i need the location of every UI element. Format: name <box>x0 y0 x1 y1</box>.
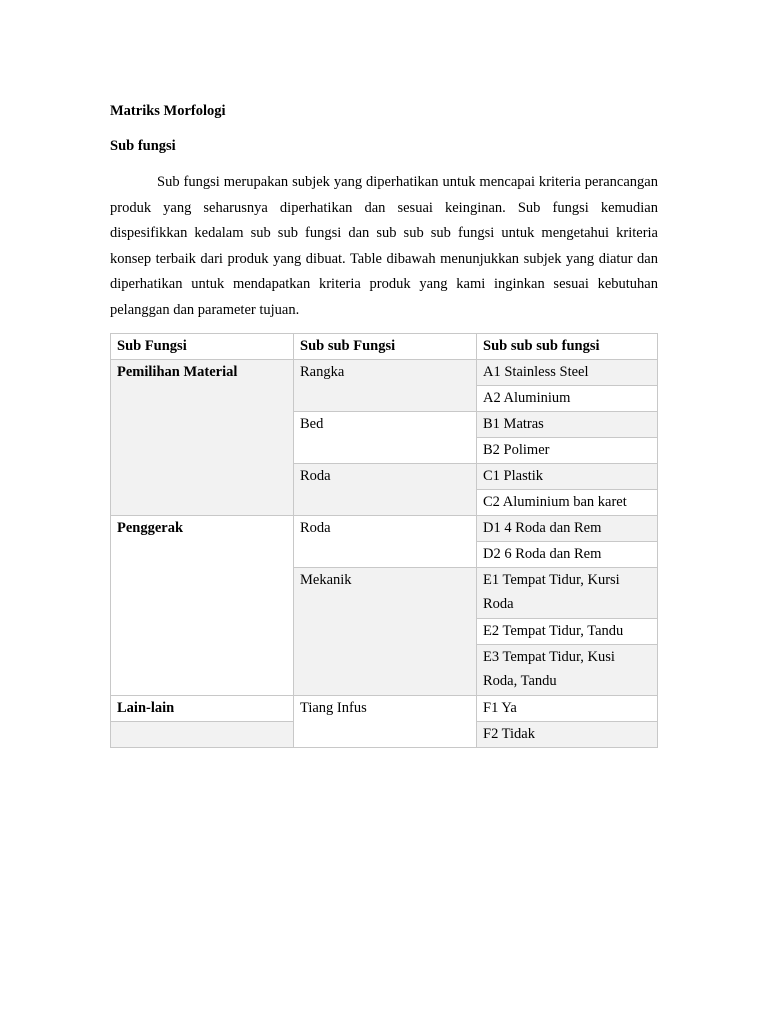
item-cell: B1 Matras <box>477 412 658 438</box>
empty-cell <box>111 722 294 748</box>
document-title: Matriks Morfologi <box>110 103 226 119</box>
sub-cell: Tiang Infus <box>294 696 477 748</box>
item-cell: A2 Aluminium <box>477 386 658 412</box>
table-header-row <box>111 334 658 360</box>
item-cell: F1 Ya <box>477 696 658 722</box>
item-cell: A1 Stainless Steel <box>477 360 658 386</box>
group-cell: Penggerak <box>111 516 294 696</box>
morphology-table <box>110 333 658 748</box>
sub-cell: Roda <box>294 464 477 516</box>
item-cell: C2 Aluminium ban karet <box>477 490 658 516</box>
table-row <box>111 696 658 722</box>
item-cell: E2 Tempat Tidur, Tandu <box>477 619 658 645</box>
item-cell: D2 6 Roda dan Rem <box>477 542 658 568</box>
item-cell: C1 Plastik <box>477 464 658 490</box>
item-cell: F2 Tidak <box>477 722 658 748</box>
header-sub-fungsi: Sub Fungsi <box>111 334 294 360</box>
item-cell: B2 Polimer <box>477 438 658 464</box>
body-paragraph <box>110 170 658 323</box>
sub-cell: Rangka <box>294 360 477 412</box>
sub-cell: Mekanik <box>294 568 477 696</box>
sub-cell: Bed <box>294 412 477 464</box>
group-cell: Lain-lain <box>111 696 294 722</box>
item-cell: E1 Tempat Tidur, Kursi Roda <box>477 568 658 619</box>
section-heading: Sub fungsi <box>110 138 176 154</box>
table-row <box>111 360 658 386</box>
header-sub-sub-fungsi: Sub sub Fungsi <box>294 334 477 360</box>
sub-cell: Roda <box>294 516 477 568</box>
group-cell: Pemilihan Material <box>111 360 294 516</box>
header-sub-sub-sub-fungsi: Sub sub sub fungsi <box>477 334 658 360</box>
body-paragraph-text: Sub fungsi merupakan subjek yang diperhatikan untuk mencapai kriteria perancangan produk yang seharusnya diperhatikan dan sesuai keinginan. Sub fungsi kemudian dispesifikkan kedalam sub sub fungsi dan sub sub sub fungsi untuk mengetahui kriteria konsep terbaik dari produk yang dibuat. Table dibawah menunjukkan subjek yang diatur dan diperhatikan untuk mendapatkan kriteria produk yang kami inginkan sesuai kebutuhan pelanggan dan parameter tujuan. <box>110 174 658 318</box>
item-cell: E3 Tempat Tidur, Kusi Roda, Tandu <box>477 645 658 696</box>
item-cell: D1 4 Roda dan Rem <box>477 516 658 542</box>
table-row <box>111 516 658 542</box>
